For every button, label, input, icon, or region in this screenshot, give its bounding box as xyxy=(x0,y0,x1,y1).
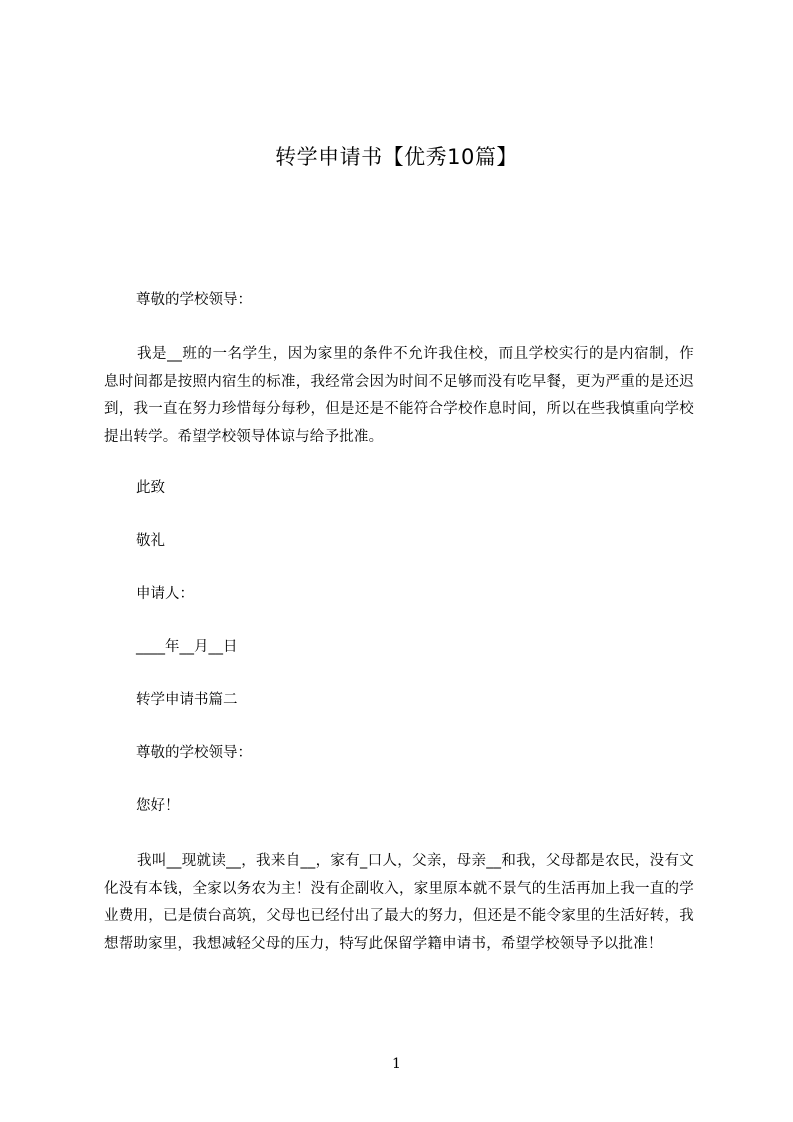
letter2-heading: 转学申请书篇二 xyxy=(136,692,238,708)
letter2-salutation: 尊敬的学校领导： xyxy=(136,745,252,761)
letter1-applicant-label: 申请人： xyxy=(136,586,194,602)
letter2-body: 我叫__现就读__，我来自__，家有_口人，父亲，母亲__和我，父母都是农民，没有文化没有本钱，全家以务农为主！没有企副收入，家里原本就不景气的生活再加上我一直的学业费用，已是债台高筑，父母也已经付出了最大的努力，但还是不能令家里的生活好转，我想帮助家里，我想减轻父母的压力，特写此保留学籍申请书，希望学校领导予以批准！ xyxy=(104,853,694,952)
letter1-closing-jingli: 敬礼 xyxy=(136,533,165,549)
letter2-greeting: 您好！ xyxy=(136,798,180,814)
letter1-body: 我是__班的一名学生，因为家里的条件不允许我住校，而且学校实行的是内宿制，作息时间都是按照内宿生的标准，我经常会因为时间不足够而没有吃早餐，更为严重的是还迟到，我一直在努力珍惜每分每秒，但是还是不能符合学校作息时间，所以在些我慎重向学校提出转学。希望学校领导体谅与给予批准。 xyxy=(104,346,694,445)
letter1-date-line: ____年__月__日 xyxy=(136,639,238,655)
letter1-salutation: 尊敬的学校领导： xyxy=(136,292,252,308)
letter1-closing-cizhi: 此致 xyxy=(136,480,165,496)
document-title: 转学申请书【优秀10篇】 xyxy=(275,145,518,169)
page-number: 1 xyxy=(392,1056,401,1072)
